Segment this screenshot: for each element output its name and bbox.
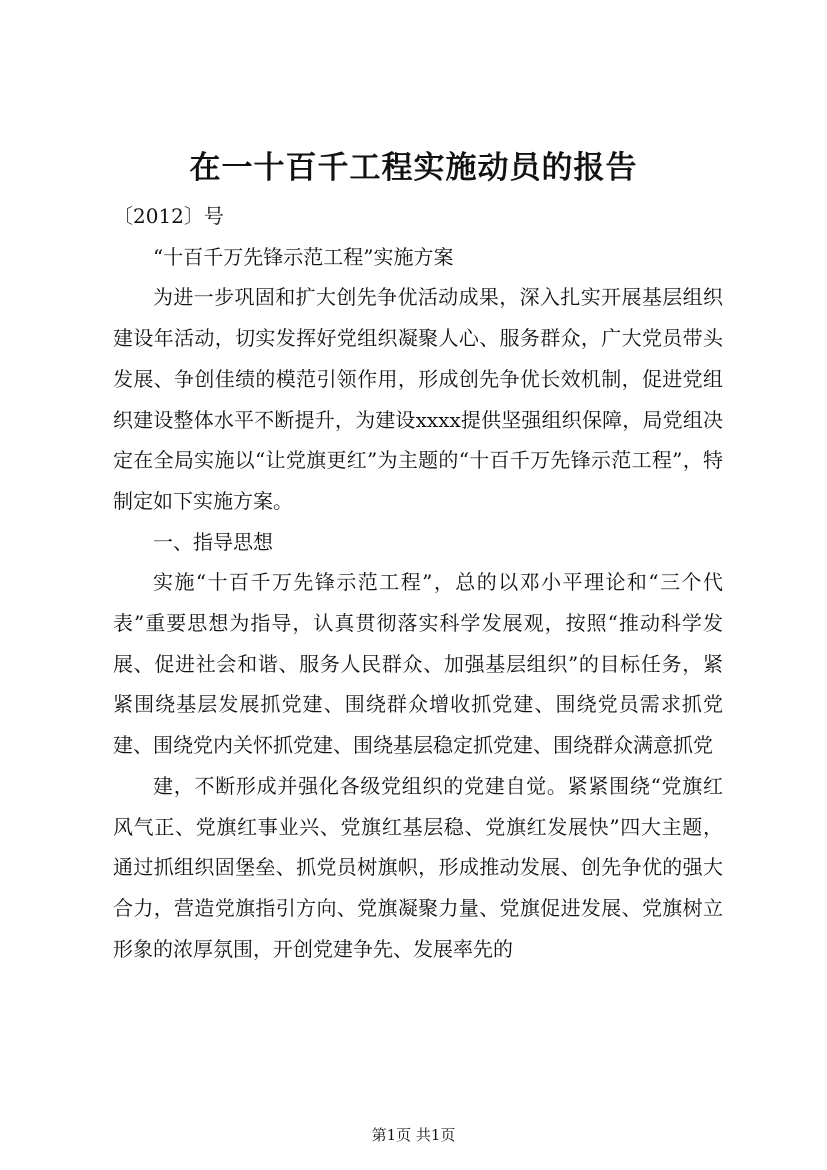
continuation-paragraph: 建，不断形成并强化各级党组织的党建自觉。紧紧围绕“党旗红风气正、党旗红事业兴、党旗红基层稳、党旗红发展快”四大主题，通过抓组织固堡垒、抓党员树旗帜，形成推动发展、创先争优的强大合力，营造党旗指引方向、党旗凝聚力量、党旗促进发展、党旗树立形象的浓厚氛围，开创党建争先、发展率先的: [113, 773, 723, 961]
document-body: [113, 196, 723, 969]
guiding-ideology-paragraph: 实施“十百千万先锋示范工程”，总的以邓小平理论和“三个代表”重要思想为指导，认真贯彻落实科学发展观，按照“推动科学发展、促进社会和谐、服务人民群众、加强基层组织”的目标任务，紧紧围绕基层发展抓党建、围绕群众增收抓党建、围绕党员需求抓党建、围绕党内关怀抓党建、围绕基层稳定抓党建、围绕群众满意抓党: [113, 570, 723, 758]
page-footer: 第1页 共1页: [371, 1126, 456, 1144]
document-title: 在一十百千工程实施动员的报告: [189, 150, 638, 186]
plan-heading: “十百千万先锋示范工程”实施方案: [153, 244, 454, 269]
section-heading-guiding-ideology: 一、指导思想: [153, 529, 273, 554]
document-number: 〔2012〕号: [113, 204, 224, 228]
intro-paragraph: 为进一步巩固和扩大创先争优活动成果，深入扎实开展基层组织建设年活动，切实发挥好党组织凝聚人心、服务群众，广大党员带头发展、争创佳绩的模范引领作用，形成创先争优长效机制，促进党组织建设整体水平不断提升，为建设xxxx提供坚强组织保障，局党组决定在全局实施以“让党旗更红”为主题的“十百千万先锋示范工程”，特制定如下实施方案。: [113, 285, 723, 513]
